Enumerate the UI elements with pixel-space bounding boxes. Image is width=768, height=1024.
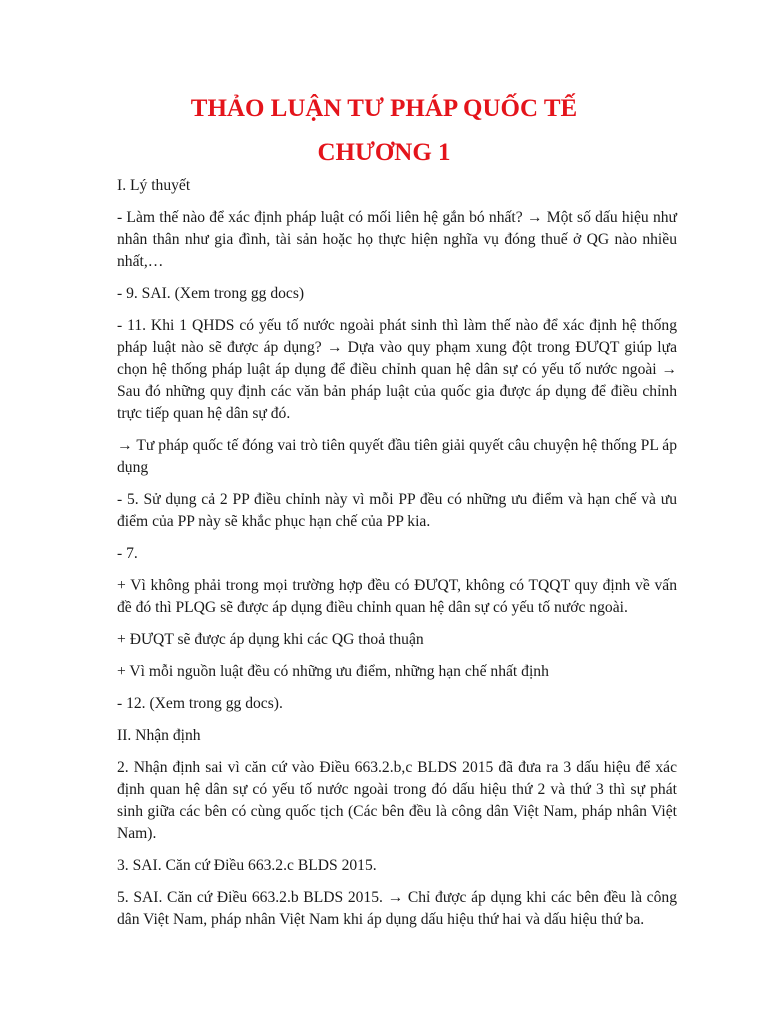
paragraph: - 7.: [117, 545, 138, 562]
paragraph: - 5. Sử dụng cả 2 PP điều chỉnh này vì mỗi PP đều có những ưu điểm và hạn chế và ưu điểm của PP này sẽ khắc phục hạn chế của PP kia.: [117, 491, 677, 530]
document-title: THẢO LUẬN TƯ PHÁP QUỐC TẾ: [190, 95, 578, 122]
paragraph: - 9. SAI. (Xem trong gg docs): [117, 285, 305, 302]
paragraph: → Tư pháp quốc tế đóng vai trò tiên quyết đầu tiên giải quyết câu chuyện hệ thống PL áp dụng: [117, 437, 677, 476]
paragraph: 2. Nhận định sai vì căn cứ vào Điều 663.2.b,c BLDS 2015 đã đưa ra 3 dấu hiệu để xác định quan hệ dân sự có yếu tố nước ngoài trong đó dấu hiệu thứ 2 và thứ 3 thì sự phát sinh giữa các bên có cùng quốc tịch (Các bên đều là công dân Việt Nam, pháp nhân Việt Nam).: [117, 759, 677, 842]
paragraph: - 11. Khi 1 QHDS có yếu tố nước ngoài phát sinh thì làm thế nào để xác định hệ thống pháp luật nào sẽ được áp dụng? → Dựa vào quy phạm xung đột trong ĐƯQT giúp lựa chọn hệ thống pháp luật áp dụng để điều chỉnh quan hệ dân sự có yếu tố nước ngoài → Sau đó những quy định các văn bản pháp luật của quốc gia được áp dụng để điều chỉnh trực tiếp quan hệ dân sự đó.: [117, 317, 677, 422]
document-body: [117, 175, 677, 941]
paragraph: 3. SAI. Căn cứ Điều 663.2.c BLDS 2015.: [117, 857, 377, 874]
section-heading-theory: I. Lý thuyết: [117, 177, 191, 194]
paragraph: - Làm thế nào để xác định pháp luật có mối liên hệ gắn bó nhất? → Một số dấu hiệu như nhân thân như gia đình, tài sản hoặc họ thực hiện nghĩa vụ đóng thuế ở QG nào nhiều nhất,…: [117, 209, 677, 270]
paragraph: + Vì không phải trong mọi trường hợp đều có ĐƯQT, không có TQQT quy định về vấn đề đó thì PLQG sẽ được áp dụng điều chỉnh quan hệ dân sự có yếu tố nước ngoài.: [117, 577, 677, 616]
section-heading-statements: II. Nhận định: [117, 727, 201, 744]
chapter-heading: CHƯƠNG 1: [317, 139, 451, 166]
paragraph: 5. SAI. Căn cứ Điều 663.2.b BLDS 2015. → Chỉ được áp dụng khi các bên đều là công dân Việt Nam, pháp nhân Việt Nam khi áp dụng dấu hiệu thứ hai và dấu hiệu thứ ba.: [117, 889, 677, 928]
paragraph: + Vì mỗi nguồn luật đều có những ưu điểm, những hạn chế nhất định: [117, 663, 549, 680]
paragraph: + ĐƯQT sẽ được áp dụng khi các QG thoả thuận: [117, 631, 424, 648]
paragraph: - 12. (Xem trong gg docs).: [117, 695, 283, 712]
